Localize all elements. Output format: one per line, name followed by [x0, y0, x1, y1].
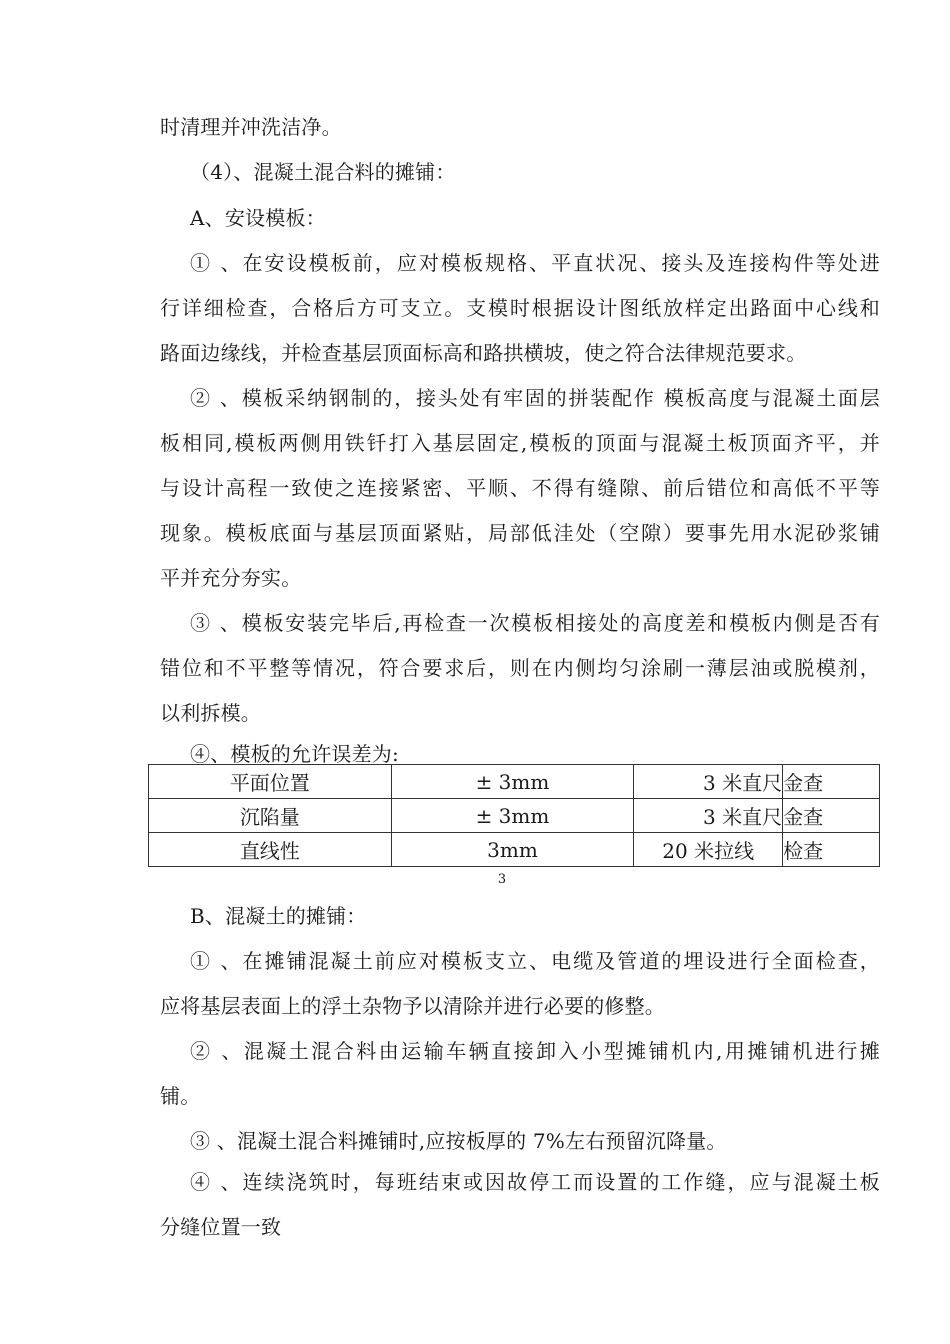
table-row [149, 833, 880, 867]
table-cell: ± 3mm [391, 799, 634, 833]
table-caption: ④、模板的允许误差为: [190, 742, 399, 766]
paragraph-line: 路面边缘线，并检查基层顶面标高和路拱横坡，使之符合法律规范要求。 [160, 341, 807, 365]
table-cell: 3mm [391, 833, 634, 867]
table-cell: 20 米拉线 [634, 833, 783, 867]
paragraph-line: ③ 、模板安装完毕后,再检查一次模板相接处的高度差和模板内侧是否有 [190, 611, 880, 635]
subsection-heading: A、安设模板： [190, 206, 326, 230]
table-cell: 3 米直尺 [634, 765, 783, 799]
paragraph-line: 行详细检查，合格后方可支立。支模时根据设计图纸放样定出路面中心线和 [160, 296, 880, 320]
table-cell: 3 米直尺 [634, 799, 783, 833]
subsection-heading: B、混凝土的摊铺： [190, 904, 367, 928]
table-row [149, 765, 880, 799]
paragraph-line: 现象。模板底面与基层顶面紧贴，局部低洼处（空隙）要事先用水泥砂浆铺 [160, 521, 880, 545]
table-cell: 直线性 [149, 833, 392, 867]
paragraph-line: 分缝位置一致 [160, 1215, 282, 1239]
section-heading: （4）、混凝土混合料的摊铺： [190, 160, 456, 184]
paragraph-line: ② 、混凝土混合料由运输车辆直接卸入小型摊铺机内,用摊铺机进行摊 [190, 1039, 880, 1063]
page-number: 3 [497, 872, 507, 887]
paragraph-line: 以利拆模。 [160, 701, 261, 725]
table-cell: 沉陷量 [149, 799, 392, 833]
table-cell: 金查 [783, 799, 880, 833]
paragraph-line: 与设计高程一致使之连接紧密、平顺、不得有缝隙、前后错位和高低不平等 [160, 476, 880, 500]
paragraph-line: 应将基层表面上的浮土杂物予以清除并进行必要的修整。 [160, 994, 665, 1018]
table-cell: 金查 [783, 765, 880, 799]
table-cell: 检查 [783, 833, 880, 867]
paragraph-line: ① 、在摊铺混凝土前应对模板支立、电缆及管道的埋设进行全面检查， [190, 949, 880, 973]
paragraph-line: ② 、模板采纳钢制的，接头处有牢固的拼装配作 模板高度与混凝土面层 [190, 386, 880, 410]
tolerance-table [148, 764, 880, 867]
paragraph-line: 铺。 [160, 1084, 201, 1108]
table-cell: ± 3mm [391, 765, 634, 799]
table-cell: 平面位置 [149, 765, 392, 799]
paragraph-line: ① 、在安设模板前，应对模板规格、平直状况、接头及连接构件等处进 [190, 251, 880, 275]
paragraph-line: 板相同,模板两侧用铁钎打入基层固定,模板的顶面与混凝土板顶面齐平，并 [160, 431, 880, 455]
paragraph-line: 错位和不平整等情况，符合要求后，则在内侧均匀涂刷一薄层油或脱模剂， [160, 656, 880, 680]
paragraph-line: 平并充分夯实。 [160, 566, 302, 590]
paragraph-line: ③ 、混凝土混合料摊铺时,应按板厚的 7%左右预留沉降量。 [190, 1129, 727, 1153]
paragraph-line: 时清理并冲洗洁净。 [160, 115, 342, 139]
paragraph-line: ④ 、连续浇筑时，每班结束或因故停工而设置的工作缝，应与混凝土板 [190, 1170, 880, 1194]
table-row [149, 799, 880, 833]
